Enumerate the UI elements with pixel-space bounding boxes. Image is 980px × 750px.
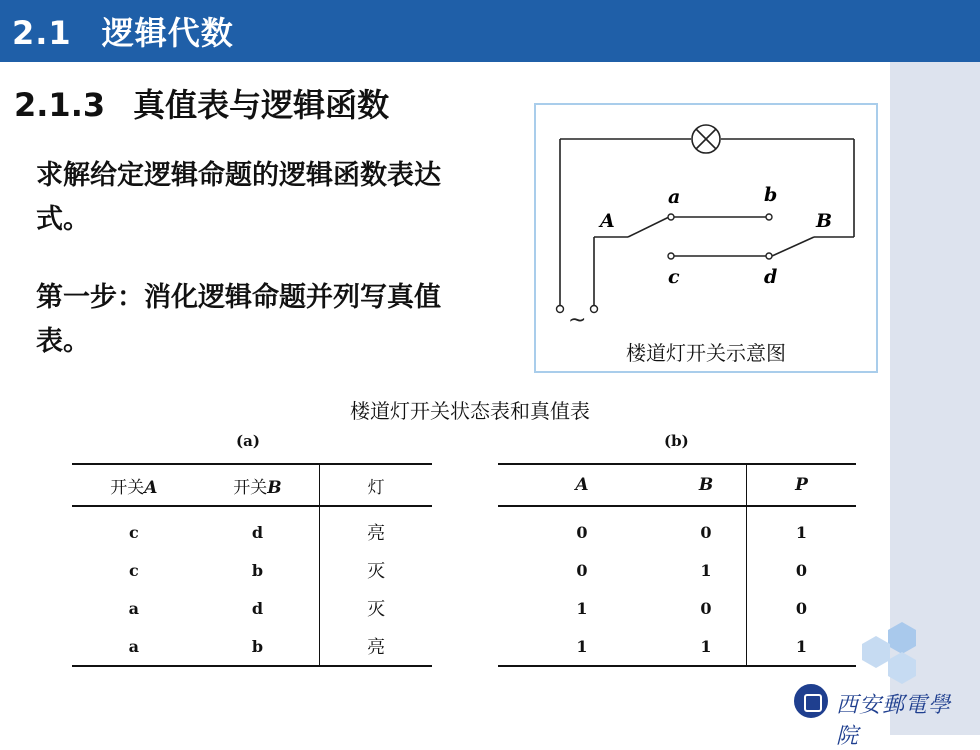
table-cell: d: [196, 506, 320, 551]
table-a-label: (a): [236, 432, 260, 450]
table-cell: 亮: [367, 523, 386, 544]
tables-caption: 楼道灯开关状态表和真值表: [350, 399, 590, 423]
paragraph-step-one: 第一步：消化逻辑命题并列写真值表。: [36, 282, 441, 357]
table-row: [72, 506, 432, 551]
header-bar: [0, 0, 980, 62]
terminal-c-label: c: [668, 266, 680, 288]
diagram-caption: 楼道灯开关示意图: [626, 341, 786, 365]
column-header: A: [498, 464, 666, 506]
hexagon-decoration: [832, 614, 932, 684]
paragraph-objective: 求解给定逻辑命题的逻辑函数表达式。: [36, 160, 441, 235]
table-cell: 1: [795, 522, 808, 542]
table-cell: 0: [795, 598, 808, 618]
table-cell: 1: [576, 598, 588, 618]
table-row: [498, 551, 856, 589]
table-cell: c: [128, 522, 139, 542]
switch-state-table: [72, 463, 432, 667]
lamp-icon: [692, 125, 720, 153]
table-b-label: (b): [664, 432, 689, 450]
table-row: [498, 589, 856, 627]
table-row: [72, 551, 432, 589]
table-cell: 1: [498, 627, 666, 666]
table-cell: d: [196, 589, 320, 627]
table-cell: a: [128, 598, 139, 618]
table-cell: 1: [666, 551, 747, 589]
ac-source-icon: ~: [568, 308, 587, 333]
table-cell: 1: [666, 627, 747, 666]
table-cell: 0: [666, 589, 747, 627]
table-cell: 0: [666, 506, 747, 551]
table-cell: 亮: [320, 627, 432, 666]
terminal-d-label: d: [764, 266, 778, 288]
switch-A-label: A: [600, 210, 615, 232]
circuit-schematic: [536, 105, 876, 371]
table-cell: b: [196, 551, 320, 589]
section-title: 2.1.3 真值表与逻辑函数: [14, 86, 390, 124]
table-cell: 灭: [367, 599, 386, 620]
circuit-diagram: [534, 103, 878, 373]
terminal-b-label: b: [764, 184, 778, 206]
table-row: [72, 589, 432, 627]
table-cell: 1: [747, 627, 857, 666]
column-header: P: [747, 464, 857, 506]
table-row: [498, 506, 856, 551]
column-header: 开关B: [196, 464, 320, 506]
table-row: [72, 627, 432, 666]
terminal-a-label: a: [668, 186, 681, 208]
university-name: 西安郵電學院: [836, 693, 952, 749]
truth-table: [498, 463, 856, 667]
table-cell: 0: [576, 560, 588, 580]
table-cell: 灭: [367, 561, 386, 582]
column-header: 灯: [320, 464, 432, 506]
table-cell: c: [128, 560, 139, 580]
header-title: 2.1 逻辑代数: [12, 14, 234, 52]
university-logo: [794, 682, 964, 749]
table-cell: b: [196, 627, 320, 666]
column-header: 开关A: [72, 464, 196, 506]
table-cell: a: [72, 627, 196, 666]
column-header: B: [666, 464, 747, 506]
table-row: [498, 627, 856, 666]
table-cell: 0: [576, 522, 588, 542]
table-cell: 0: [795, 560, 808, 580]
university-seal-icon: [794, 684, 828, 718]
switch-B-label: B: [816, 210, 833, 232]
